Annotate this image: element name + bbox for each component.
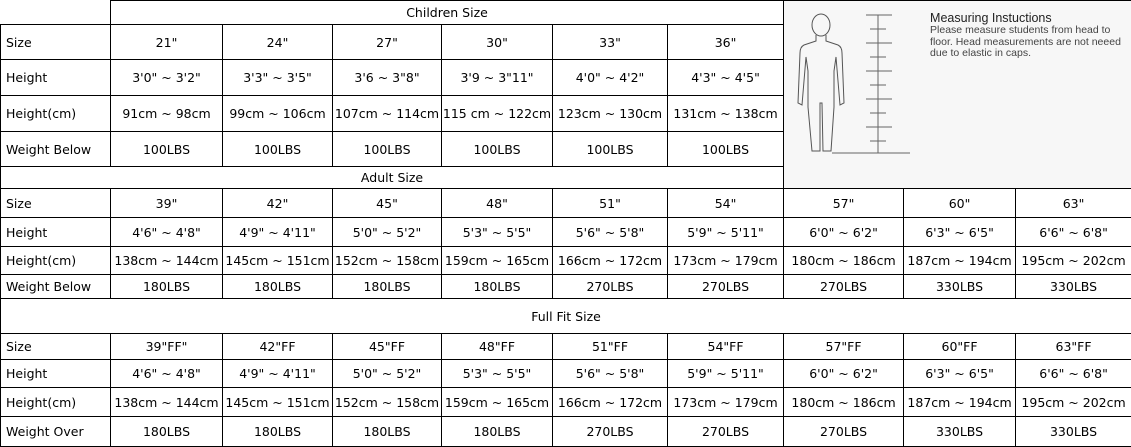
table-cell: 180cm ~ 186cm	[784, 388, 904, 417]
adult-section-title: Adult Size	[1, 167, 784, 189]
table-cell: 51"FF	[553, 334, 668, 360]
table-cell: 195cm ~ 202cm	[1016, 388, 1131, 417]
fullfit-row-height-cm	[1, 388, 1131, 417]
table-cell: 3'9 ~ 3"11"	[442, 60, 553, 96]
fullfit-section-title: Full Fit Size	[1, 299, 1131, 334]
table-cell: 152cm ~ 158cm	[333, 388, 442, 417]
table-cell: 131cm ~ 138cm	[668, 96, 784, 132]
table-cell: 270LBS	[553, 417, 668, 447]
table-cell: 180LBS	[111, 275, 223, 299]
table-cell: 195cm ~ 202cm	[1016, 247, 1131, 275]
table-cell: 5'0" ~ 5'2"	[333, 360, 442, 388]
table-cell: 5'9" ~ 5'11"	[668, 360, 784, 388]
row-label: Weight Over	[1, 417, 111, 447]
fullfit-row-size	[1, 334, 1131, 360]
table-cell: 270LBS	[668, 417, 784, 447]
row-label: Height	[1, 360, 111, 388]
table-cell: 173cm ~ 179cm	[668, 388, 784, 417]
table-cell: 3'6 ~ 3"8"	[333, 60, 442, 96]
adult-row-height-cm	[1, 247, 1131, 275]
table-cell: 5'0" ~ 5'2"	[333, 218, 442, 247]
table-cell: 138cm ~ 144cm	[111, 388, 223, 417]
table-cell: 5'6" ~ 5'8"	[553, 360, 668, 388]
table-cell: 6'0" ~ 6'2"	[784, 360, 904, 388]
row-label: Weight Below	[1, 132, 111, 167]
row-label: Size	[1, 189, 111, 218]
fullfit-title-row	[1, 299, 1131, 334]
table-cell: 27"	[333, 25, 442, 60]
table-cell: 39"FF"	[111, 334, 223, 360]
table-cell: 100LBS	[668, 132, 784, 167]
table-cell: 180LBS	[223, 417, 333, 447]
table-cell: 270LBS	[784, 275, 904, 299]
table-cell: 4'6" ~ 4'8"	[111, 218, 223, 247]
table-cell: 115 cm ~ 122cm	[442, 96, 553, 132]
table-cell: 100LBS	[553, 132, 668, 167]
table-cell: 45"FF	[333, 334, 442, 360]
table-cell: 5'3" ~ 5'5"	[442, 360, 553, 388]
row-label: Size	[1, 25, 111, 60]
adult-row-weight	[1, 275, 1131, 299]
table-cell: 100LBS	[333, 132, 442, 167]
table-cell: 6'3" ~ 6'5"	[904, 218, 1016, 247]
table-cell: 63"	[1016, 189, 1131, 218]
table-cell: 5'9" ~ 5'11"	[668, 218, 784, 247]
human-figure-measuring-icon	[792, 11, 912, 156]
table-cell: 107cm ~ 114cm	[333, 96, 442, 132]
table-cell: 42"	[223, 189, 333, 218]
table-cell: 24"	[223, 25, 333, 60]
table-cell: 33"	[553, 25, 668, 60]
table-cell: 100LBS	[223, 132, 333, 167]
table-cell: 180LBS	[111, 417, 223, 447]
table-cell: 63"FF	[1016, 334, 1131, 360]
table-cell: 173cm ~ 179cm	[668, 247, 784, 275]
measuring-instructions-panel	[784, 1, 1131, 189]
table-cell: 60"	[904, 189, 1016, 218]
table-cell: 123cm ~ 130cm	[553, 96, 668, 132]
table-cell: 166cm ~ 172cm	[553, 247, 668, 275]
table-cell: 330LBS	[904, 417, 1016, 447]
table-cell: 54"FF	[668, 334, 784, 360]
instructions-title: Measuring Instuctions	[930, 11, 1052, 25]
table-cell: 45"	[333, 189, 442, 218]
table-cell: 4'0" ~ 4'2"	[553, 60, 668, 96]
table-cell: 330LBS	[904, 275, 1016, 299]
table-cell: 270LBS	[784, 417, 904, 447]
table-cell: 60"FF	[904, 334, 1016, 360]
table-cell: 180LBS	[223, 275, 333, 299]
row-label: Height	[1, 218, 111, 247]
table-cell: 270LBS	[668, 275, 784, 299]
table-cell: 187cm ~ 194cm	[904, 247, 1016, 275]
row-label: Height(cm)	[1, 388, 111, 417]
table-cell: 30"	[442, 25, 553, 60]
table-cell: 5'3" ~ 5'5"	[442, 218, 553, 247]
table-cell: 39"	[111, 189, 223, 218]
row-label: Size	[1, 334, 111, 360]
table-cell: 3'3" ~ 3'5"	[223, 60, 333, 96]
table-cell: 180LBS	[442, 417, 553, 447]
table-cell: 5'6" ~ 5'8"	[553, 218, 668, 247]
fullfit-row-height	[1, 360, 1131, 388]
table-cell: 57"	[784, 189, 904, 218]
children-title-row	[1, 1, 1131, 25]
adult-row-size	[1, 189, 1131, 218]
table-cell: 145cm ~ 151cm	[223, 247, 333, 275]
row-label: Height(cm)	[1, 247, 111, 275]
row-label: Weight Below	[1, 275, 111, 299]
table-cell: 145cm ~ 151cm	[223, 388, 333, 417]
children-section-title: Children Size	[111, 1, 784, 25]
table-cell: 180LBS	[333, 417, 442, 447]
table-cell: 3'0" ~ 3'2"	[111, 60, 223, 96]
table-cell: 138cm ~ 144cm	[111, 247, 223, 275]
table-cell: 6'6" ~ 6'8"	[1016, 360, 1131, 388]
table-cell: 270LBS	[553, 275, 668, 299]
table-cell: 6'0" ~ 6'2"	[784, 218, 904, 247]
table-cell: 42"FF	[223, 334, 333, 360]
table-cell: 91cm ~ 98cm	[111, 96, 223, 132]
row-label: Height	[1, 60, 111, 96]
table-cell: 152cm ~ 158cm	[333, 247, 442, 275]
table-cell: 57"FF	[784, 334, 904, 360]
table-cell: 330LBS	[1016, 417, 1131, 447]
table-cell: 54"	[668, 189, 784, 218]
table-cell: 36"	[668, 25, 784, 60]
table-cell: 4'3" ~ 4'5"	[668, 60, 784, 96]
table-cell: 180LBS	[333, 275, 442, 299]
fullfit-row-weight	[1, 417, 1131, 447]
table-cell: 166cm ~ 172cm	[553, 388, 668, 417]
row-label: Height(cm)	[1, 96, 111, 132]
table-cell: 4'9" ~ 4'11"	[223, 360, 333, 388]
table-cell: 48"FF	[442, 334, 553, 360]
table-cell: 6'6" ~ 6'8"	[1016, 218, 1131, 247]
blank-corner-cell	[1, 1, 111, 25]
table-cell: 159cm ~ 165cm	[442, 388, 553, 417]
table-cell: 21"	[111, 25, 223, 60]
table-cell: 51"	[553, 189, 668, 218]
table-cell: 99cm ~ 106cm	[223, 96, 333, 132]
table-cell: 100LBS	[111, 132, 223, 167]
table-cell: 187cm ~ 194cm	[904, 388, 1016, 417]
table-cell: 4'6" ~ 4'8"	[111, 360, 223, 388]
table-cell: 180LBS	[442, 275, 553, 299]
table-cell: 100LBS	[442, 132, 553, 167]
table-cell: 4'9" ~ 4'11"	[223, 218, 333, 247]
adult-row-height	[1, 218, 1131, 247]
table-cell: 330LBS	[1016, 275, 1131, 299]
table-cell: 6'3" ~ 6'5"	[904, 360, 1016, 388]
table-cell: 159cm ~ 165cm	[442, 247, 553, 275]
table-cell: 48"	[442, 189, 553, 218]
table-cell: 180cm ~ 186cm	[784, 247, 904, 275]
instructions-body: Please measure students from head to floor. Head measurements are not neeed due to elastic in caps.	[930, 24, 1121, 59]
